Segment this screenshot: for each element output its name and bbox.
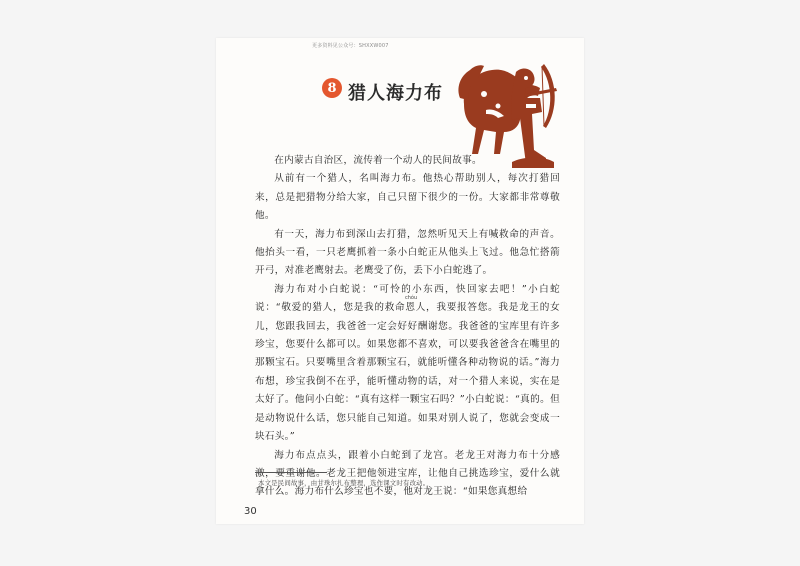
paragraph: 海力布点点头，跟着小白蛇到了龙宫。老龙王对海力布十分感激，要重谢他。老龙王把他领进宝库，让他自己挑选珍宝，爱什么就拿什么。海力布什么珍宝也不要，他对龙王说：“如果您真想给	[255, 449, 560, 498]
lesson-title: 猎人海力布	[348, 83, 443, 104]
paragraph: 在内蒙古自治区，流传着一个动人的民间故事。	[274, 155, 482, 166]
paragraph: 从前有一个猎人，名叫海力布。他热心帮助别人，每次打猎回来，总是把猎物分给大家，自己只留下很少的一份。大家都非常尊敬他。	[255, 173, 560, 222]
page-number: 30	[244, 506, 257, 517]
textbook-page	[216, 38, 584, 524]
pinyin-annotation: chóu	[405, 295, 418, 301]
paragraph: 海力布对小白蛇说：“可怜的小东西，快回家去吧！”小白蛇说：“敬爱的猎人，您是我的救命恩人，我要报答您。我是龙王的女儿，您跟我回去，我爸爸一定会好好酬谢您。我爸爸的宝库里有许多珍宝，您要什么都可以。如果您都不喜欢，可以要我爸爸含在嘴里的那颗宝石。只要嘴里含着那颗宝石，就能听懂各种动物说的话。”海力布想，珍宝我倒不在乎，能听懂动物的话，对一个猎人来说，实在是太好了。他问小白蛇：“真有这样一颗宝石吗？”小白蛇说：“真的。但是动物说什么话，您只能自己知道。如果对别人说了，您就会变成一块石头。”	[255, 283, 560, 443]
footnote-divider	[255, 472, 327, 473]
story-text	[255, 152, 560, 502]
header-note: 更多资料见公众号：SHXXW007	[312, 43, 389, 49]
footnote: 本文是民间故事，由甘珠尔扎布整理，选作课文时有改动。	[258, 479, 430, 487]
lesson-number-badge: 8	[322, 78, 342, 98]
paragraph: 有一天，海力布到深山去打猎，忽然听见天上有喊救命的声音。他抬头一看，一只老鹰抓着一条小白蛇正从他头上飞过。他急忙搭箭开弓，对准老鹰射去。老鹰受了伤，丢下小白蛇逃了。	[255, 228, 560, 277]
